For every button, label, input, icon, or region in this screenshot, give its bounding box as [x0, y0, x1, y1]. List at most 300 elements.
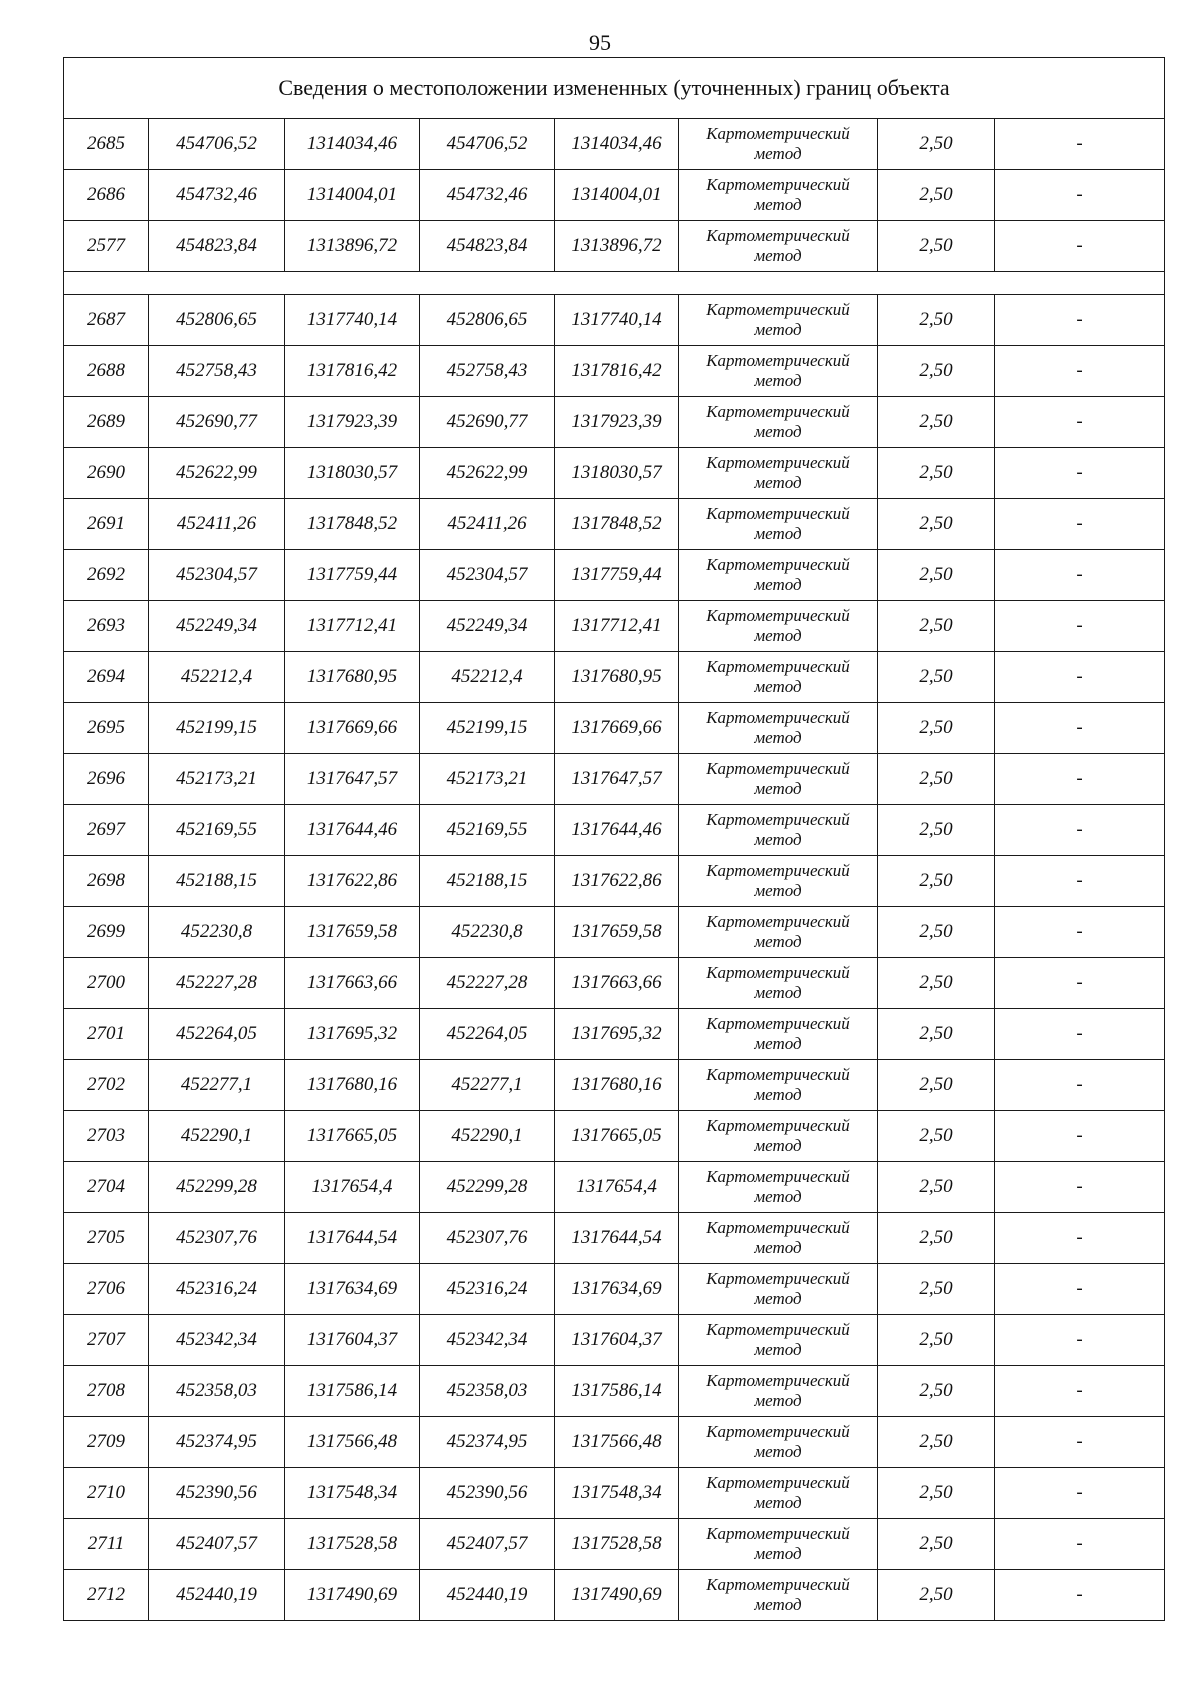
y-existing-cell: 1317644,54	[285, 1213, 420, 1264]
description-cell: -	[995, 1519, 1165, 1570]
point-number-cell: 2704	[64, 1162, 149, 1213]
y-refined-cell: 1317659,58	[555, 907, 679, 958]
point-number-cell: 2705	[64, 1213, 149, 1264]
x-refined-cell: 452249,34	[420, 601, 555, 652]
description-cell: -	[995, 805, 1165, 856]
table-row	[64, 550, 1165, 601]
description-cell: -	[995, 1315, 1165, 1366]
method-line-2: метод	[754, 422, 802, 441]
y-existing-cell: 1317644,46	[285, 805, 420, 856]
method-line-2: метод	[754, 677, 802, 696]
x-refined-cell: 454706,52	[420, 119, 555, 170]
accuracy-cell: 2,50	[878, 907, 995, 958]
accuracy-cell: 2,50	[878, 958, 995, 1009]
x-refined-cell: 452227,28	[420, 958, 555, 1009]
table-row	[64, 1417, 1165, 1468]
accuracy-cell: 2,50	[878, 448, 995, 499]
description-cell: -	[995, 1213, 1165, 1264]
description-cell: -	[995, 601, 1165, 652]
x-existing-cell: 452212,4	[149, 652, 285, 703]
accuracy-cell: 2,50	[878, 346, 995, 397]
y-existing-cell: 1317566,48	[285, 1417, 420, 1468]
accuracy-cell: 2,50	[878, 499, 995, 550]
y-existing-cell: 1317659,58	[285, 907, 420, 958]
y-existing-cell: 1317848,52	[285, 499, 420, 550]
x-refined-cell: 454823,84	[420, 221, 555, 272]
table-row	[64, 856, 1165, 907]
method-line-1: Картометрический	[706, 861, 850, 880]
description-cell: -	[995, 221, 1165, 272]
accuracy-cell: 2,50	[878, 1264, 995, 1315]
x-existing-cell: 452307,76	[149, 1213, 285, 1264]
method-line-1: Картометрический	[706, 1218, 850, 1237]
x-refined-cell: 452169,55	[420, 805, 555, 856]
y-refined-cell: 1317923,39	[555, 397, 679, 448]
table-row	[64, 652, 1165, 703]
method-cell	[679, 119, 878, 170]
method-line-1: Картометрический	[706, 1371, 850, 1390]
method-cell	[679, 703, 878, 754]
y-existing-cell: 1314004,01	[285, 170, 420, 221]
table-title: Сведения о местоположении измененных (уточненных) границ объекта	[64, 58, 1165, 119]
y-refined-cell: 1314034,46	[555, 119, 679, 170]
x-refined-cell: 452411,26	[420, 499, 555, 550]
method-cell	[679, 805, 878, 856]
method-line-1: Картометрический	[706, 1320, 850, 1339]
method-cell	[679, 1519, 878, 1570]
y-refined-cell: 1314004,01	[555, 170, 679, 221]
method-line-2: метод	[754, 626, 802, 645]
method-cell	[679, 1060, 878, 1111]
x-existing-cell: 452173,21	[149, 754, 285, 805]
x-refined-cell: 452374,95	[420, 1417, 555, 1468]
method-cell	[679, 1417, 878, 1468]
x-existing-cell: 452342,34	[149, 1315, 285, 1366]
y-refined-cell: 1313896,72	[555, 221, 679, 272]
x-existing-cell: 452440,19	[149, 1570, 285, 1621]
table-row	[64, 1315, 1165, 1366]
table-row	[64, 1468, 1165, 1519]
table-row	[64, 1009, 1165, 1060]
description-cell: -	[995, 448, 1165, 499]
method-line-2: метод	[754, 524, 802, 543]
y-existing-cell: 1317622,86	[285, 856, 420, 907]
point-number-cell: 2698	[64, 856, 149, 907]
x-refined-cell: 452358,03	[420, 1366, 555, 1417]
method-line-1: Картометрический	[706, 810, 850, 829]
x-existing-cell: 452622,99	[149, 448, 285, 499]
x-existing-cell: 452188,15	[149, 856, 285, 907]
y-refined-cell: 1317604,37	[555, 1315, 679, 1366]
point-number-cell: 2696	[64, 754, 149, 805]
method-line-1: Картометрический	[706, 1422, 850, 1441]
method-line-2: метод	[754, 1085, 802, 1104]
method-line-2: метод	[754, 881, 802, 900]
accuracy-cell: 2,50	[878, 170, 995, 221]
x-existing-cell: 454732,46	[149, 170, 285, 221]
point-number-cell: 2703	[64, 1111, 149, 1162]
y-refined-cell: 1317566,48	[555, 1417, 679, 1468]
table-row	[64, 1111, 1165, 1162]
y-existing-cell: 1317712,41	[285, 601, 420, 652]
point-number-cell: 2694	[64, 652, 149, 703]
accuracy-cell: 2,50	[878, 1315, 995, 1366]
point-number-cell: 2708	[64, 1366, 149, 1417]
method-cell	[679, 601, 878, 652]
method-line-1: Картометрический	[706, 1524, 850, 1543]
x-existing-cell: 452299,28	[149, 1162, 285, 1213]
method-cell	[679, 221, 878, 272]
description-cell: -	[995, 958, 1165, 1009]
table-row	[64, 448, 1165, 499]
method-line-1: Картометрический	[706, 912, 850, 931]
method-line-2: метод	[754, 575, 802, 594]
x-existing-cell: 452277,1	[149, 1060, 285, 1111]
accuracy-cell: 2,50	[878, 652, 995, 703]
description-cell: -	[995, 1417, 1165, 1468]
table-row	[64, 1060, 1165, 1111]
y-refined-cell: 1317669,66	[555, 703, 679, 754]
method-line-2: метод	[754, 1493, 802, 1512]
method-line-1: Картометрический	[706, 963, 850, 982]
point-number-cell: 2690	[64, 448, 149, 499]
x-existing-cell: 452358,03	[149, 1366, 285, 1417]
y-refined-cell: 1317647,57	[555, 754, 679, 805]
description-cell: -	[995, 1009, 1165, 1060]
method-cell	[679, 448, 878, 499]
y-existing-cell: 1317586,14	[285, 1366, 420, 1417]
method-line-2: метод	[754, 246, 802, 265]
method-line-2: метод	[754, 983, 802, 1002]
accuracy-cell: 2,50	[878, 1009, 995, 1060]
method-cell	[679, 1264, 878, 1315]
method-line-2: метод	[754, 1544, 802, 1563]
description-cell: -	[995, 1570, 1165, 1621]
x-refined-cell: 452299,28	[420, 1162, 555, 1213]
description-cell: -	[995, 1366, 1165, 1417]
x-existing-cell: 452304,57	[149, 550, 285, 601]
y-existing-cell: 1317665,05	[285, 1111, 420, 1162]
x-existing-cell: 452290,1	[149, 1111, 285, 1162]
table-row	[64, 958, 1165, 1009]
method-line-2: метод	[754, 473, 802, 492]
x-refined-cell: 452212,4	[420, 652, 555, 703]
x-refined-cell: 452304,57	[420, 550, 555, 601]
method-line-1: Картометрический	[706, 351, 850, 370]
accuracy-cell: 2,50	[878, 221, 995, 272]
table-row	[64, 601, 1165, 652]
method-cell	[679, 397, 878, 448]
point-number-cell: 2697	[64, 805, 149, 856]
point-number-cell: 2695	[64, 703, 149, 754]
x-existing-cell: 452249,34	[149, 601, 285, 652]
y-refined-cell: 1317759,44	[555, 550, 679, 601]
table-row	[64, 907, 1165, 958]
table-row	[64, 1570, 1165, 1621]
method-line-1: Картометрический	[706, 1065, 850, 1084]
x-existing-cell: 454706,52	[149, 119, 285, 170]
table-row	[64, 346, 1165, 397]
point-number-cell: 2687	[64, 295, 149, 346]
method-line-2: метод	[754, 830, 802, 849]
x-refined-cell: 452758,43	[420, 346, 555, 397]
accuracy-cell: 2,50	[878, 1468, 995, 1519]
x-refined-cell: 452806,65	[420, 295, 555, 346]
description-cell: -	[995, 1060, 1165, 1111]
y-existing-cell: 1317528,58	[285, 1519, 420, 1570]
point-number-cell: 2710	[64, 1468, 149, 1519]
method-line-1: Картометрический	[706, 759, 850, 778]
x-refined-cell: 452342,34	[420, 1315, 555, 1366]
y-refined-cell: 1317680,16	[555, 1060, 679, 1111]
method-cell	[679, 499, 878, 550]
y-existing-cell: 1317740,14	[285, 295, 420, 346]
method-line-1: Картометрический	[706, 708, 850, 727]
method-line-2: метод	[754, 728, 802, 747]
accuracy-cell: 2,50	[878, 1111, 995, 1162]
method-cell	[679, 754, 878, 805]
description-cell: -	[995, 550, 1165, 601]
y-refined-cell: 1317622,86	[555, 856, 679, 907]
y-existing-cell: 1317759,44	[285, 550, 420, 601]
y-existing-cell: 1317695,32	[285, 1009, 420, 1060]
x-refined-cell: 452307,76	[420, 1213, 555, 1264]
table-row	[64, 499, 1165, 550]
accuracy-cell: 2,50	[878, 1060, 995, 1111]
table-row	[64, 295, 1165, 346]
point-number-cell: 2688	[64, 346, 149, 397]
x-refined-cell: 452440,19	[420, 1570, 555, 1621]
accuracy-cell: 2,50	[878, 754, 995, 805]
point-number-cell: 2685	[64, 119, 149, 170]
method-line-1: Картометрический	[706, 1473, 850, 1492]
point-number-cell: 2693	[64, 601, 149, 652]
point-number-cell: 2707	[64, 1315, 149, 1366]
y-existing-cell: 1317634,69	[285, 1264, 420, 1315]
y-existing-cell: 1317923,39	[285, 397, 420, 448]
accuracy-cell: 2,50	[878, 397, 995, 448]
description-cell: -	[995, 346, 1165, 397]
point-number-cell: 2699	[64, 907, 149, 958]
y-existing-cell: 1317604,37	[285, 1315, 420, 1366]
method-line-1: Картометрический	[706, 402, 850, 421]
method-line-1: Картометрический	[706, 1014, 850, 1033]
x-refined-cell: 452230,8	[420, 907, 555, 958]
accuracy-cell: 2,50	[878, 1570, 995, 1621]
y-refined-cell: 1317665,05	[555, 1111, 679, 1162]
y-existing-cell: 1317669,66	[285, 703, 420, 754]
accuracy-cell: 2,50	[878, 703, 995, 754]
point-number-cell: 2686	[64, 170, 149, 221]
table-row	[64, 1264, 1165, 1315]
y-refined-cell: 1317548,34	[555, 1468, 679, 1519]
method-line-2: метод	[754, 1034, 802, 1053]
table-row	[64, 805, 1165, 856]
x-existing-cell: 452316,24	[149, 1264, 285, 1315]
description-cell: -	[995, 856, 1165, 907]
x-refined-cell: 452173,21	[420, 754, 555, 805]
x-refined-cell: 452277,1	[420, 1060, 555, 1111]
x-refined-cell: 454732,46	[420, 170, 555, 221]
description-cell: -	[995, 703, 1165, 754]
y-refined-cell: 1317695,32	[555, 1009, 679, 1060]
method-cell	[679, 1570, 878, 1621]
description-cell: -	[995, 397, 1165, 448]
method-line-1: Картометрический	[706, 1269, 850, 1288]
description-cell: -	[995, 907, 1165, 958]
method-line-1: Картометрический	[706, 300, 850, 319]
y-refined-cell: 1317663,66	[555, 958, 679, 1009]
accuracy-cell: 2,50	[878, 295, 995, 346]
x-existing-cell: 452264,05	[149, 1009, 285, 1060]
y-refined-cell: 1317848,52	[555, 499, 679, 550]
method-line-2: метод	[754, 779, 802, 798]
x-existing-cell: 452374,95	[149, 1417, 285, 1468]
y-existing-cell: 1317654,4	[285, 1162, 420, 1213]
method-cell	[679, 1009, 878, 1060]
method-line-2: метод	[754, 1187, 802, 1206]
y-existing-cell: 1317647,57	[285, 754, 420, 805]
table-row	[64, 1519, 1165, 1570]
x-refined-cell: 452188,15	[420, 856, 555, 907]
y-existing-cell: 1313896,72	[285, 221, 420, 272]
y-refined-cell: 1317644,46	[555, 805, 679, 856]
method-cell	[679, 295, 878, 346]
x-refined-cell: 452390,56	[420, 1468, 555, 1519]
y-existing-cell: 1317490,69	[285, 1570, 420, 1621]
accuracy-cell: 2,50	[878, 1366, 995, 1417]
accuracy-cell: 2,50	[878, 1417, 995, 1468]
table-row	[64, 221, 1165, 272]
y-refined-cell: 1317712,41	[555, 601, 679, 652]
table-row	[64, 170, 1165, 221]
page-number: 95	[589, 30, 611, 55]
method-cell	[679, 346, 878, 397]
y-refined-cell: 1317680,95	[555, 652, 679, 703]
x-existing-cell: 454823,84	[149, 221, 285, 272]
accuracy-cell: 2,50	[878, 1519, 995, 1570]
method-line-2: метод	[754, 1136, 802, 1155]
x-existing-cell: 452227,28	[149, 958, 285, 1009]
y-existing-cell: 1317680,95	[285, 652, 420, 703]
method-cell	[679, 652, 878, 703]
y-refined-cell: 1317634,69	[555, 1264, 679, 1315]
y-existing-cell: 1318030,57	[285, 448, 420, 499]
x-refined-cell: 452290,1	[420, 1111, 555, 1162]
method-line-1: Картометрический	[706, 555, 850, 574]
accuracy-cell: 2,50	[878, 601, 995, 652]
group-separator-cell	[64, 272, 1165, 295]
x-existing-cell: 452806,65	[149, 295, 285, 346]
method-cell	[679, 1468, 878, 1519]
method-line-1: Картометрический	[706, 657, 850, 676]
method-cell	[679, 907, 878, 958]
method-cell	[679, 170, 878, 221]
x-existing-cell: 452411,26	[149, 499, 285, 550]
method-line-2: метод	[754, 932, 802, 951]
x-existing-cell: 452169,55	[149, 805, 285, 856]
table-row	[64, 1213, 1165, 1264]
boundary-coordinates-table	[63, 57, 1165, 1621]
y-refined-cell: 1317740,14	[555, 295, 679, 346]
method-line-1: Картометрический	[706, 1575, 850, 1594]
x-existing-cell: 452407,57	[149, 1519, 285, 1570]
y-refined-cell: 1317816,42	[555, 346, 679, 397]
table-title-row	[64, 58, 1165, 119]
accuracy-cell: 2,50	[878, 1162, 995, 1213]
x-existing-cell: 452758,43	[149, 346, 285, 397]
method-line-2: метод	[754, 1238, 802, 1257]
method-line-2: метод	[754, 1391, 802, 1410]
accuracy-cell: 2,50	[878, 805, 995, 856]
y-existing-cell: 1317816,42	[285, 346, 420, 397]
x-existing-cell: 452199,15	[149, 703, 285, 754]
method-cell	[679, 1162, 878, 1213]
point-number-cell: 2711	[64, 1519, 149, 1570]
point-number-cell: 2689	[64, 397, 149, 448]
group-separator-row	[64, 272, 1165, 295]
method-cell	[679, 1111, 878, 1162]
y-existing-cell: 1314034,46	[285, 119, 420, 170]
point-number-cell: 2691	[64, 499, 149, 550]
method-line-2: метод	[754, 1340, 802, 1359]
point-number-cell: 2701	[64, 1009, 149, 1060]
method-line-1: Картометрический	[706, 124, 850, 143]
method-line-1: Картометрический	[706, 606, 850, 625]
x-refined-cell: 452264,05	[420, 1009, 555, 1060]
method-cell	[679, 856, 878, 907]
point-number-cell: 2712	[64, 1570, 149, 1621]
y-refined-cell: 1318030,57	[555, 448, 679, 499]
method-line-2: метод	[754, 1595, 802, 1614]
method-line-2: метод	[754, 1442, 802, 1461]
x-refined-cell: 452690,77	[420, 397, 555, 448]
description-cell: -	[995, 499, 1165, 550]
accuracy-cell: 2,50	[878, 119, 995, 170]
method-line-1: Картометрический	[706, 226, 850, 245]
description-cell: -	[995, 652, 1165, 703]
method-cell	[679, 550, 878, 601]
y-existing-cell: 1317548,34	[285, 1468, 420, 1519]
method-line-2: метод	[754, 320, 802, 339]
table-row	[64, 703, 1165, 754]
method-line-1: Картометрический	[706, 504, 850, 523]
description-cell: -	[995, 1111, 1165, 1162]
table-row	[64, 1162, 1165, 1213]
point-number-cell: 2702	[64, 1060, 149, 1111]
method-line-1: Картометрический	[706, 453, 850, 472]
method-line-2: метод	[754, 371, 802, 390]
method-cell	[679, 958, 878, 1009]
description-cell: -	[995, 1264, 1165, 1315]
description-cell: -	[995, 170, 1165, 221]
y-existing-cell: 1317663,66	[285, 958, 420, 1009]
x-existing-cell: 452230,8	[149, 907, 285, 958]
accuracy-cell: 2,50	[878, 856, 995, 907]
description-cell: -	[995, 1162, 1165, 1213]
y-refined-cell: 1317490,69	[555, 1570, 679, 1621]
table-row	[64, 397, 1165, 448]
method-line-2: метод	[754, 144, 802, 163]
point-number-cell: 2709	[64, 1417, 149, 1468]
description-cell: -	[995, 1468, 1165, 1519]
method-line-1: Картометрический	[706, 1116, 850, 1135]
accuracy-cell: 2,50	[878, 550, 995, 601]
x-refined-cell: 452407,57	[420, 1519, 555, 1570]
method-line-2: метод	[754, 195, 802, 214]
accuracy-cell: 2,50	[878, 1213, 995, 1264]
method-line-2: метод	[754, 1289, 802, 1308]
